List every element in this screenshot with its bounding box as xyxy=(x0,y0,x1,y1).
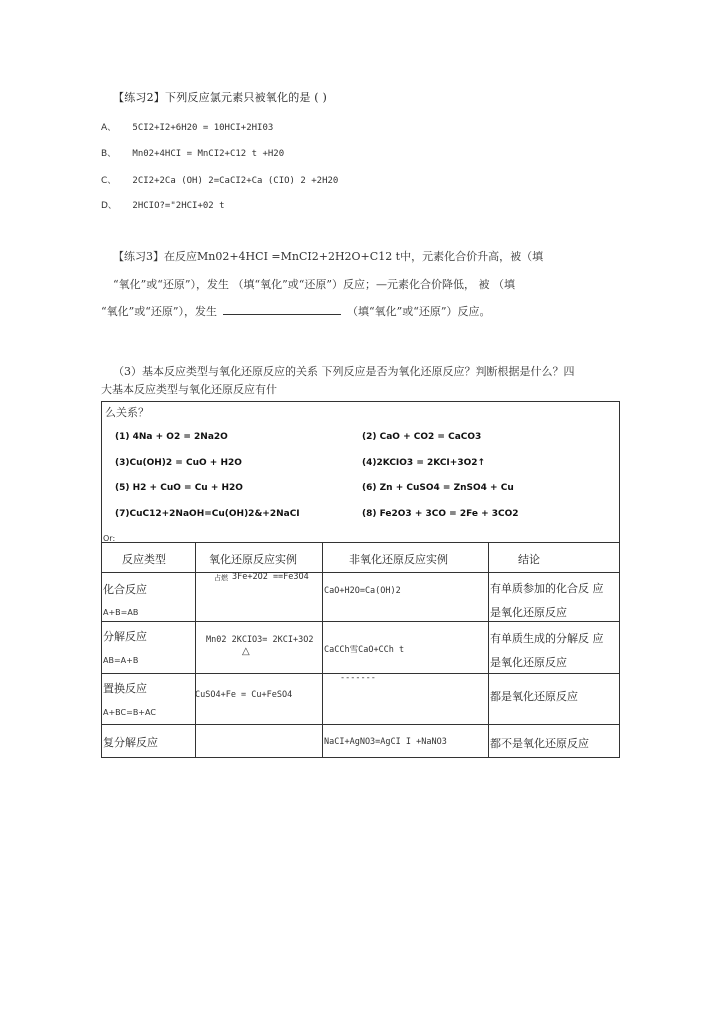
equation-7: (7)CuC12+2NaOH=Cu(OH)2&+2NaCI xyxy=(115,509,300,519)
row-nonredox-mark: ------- xyxy=(340,673,376,683)
table-divider xyxy=(102,542,619,543)
section3-line2: 大基本反应类型与氧化还原反应有什 xyxy=(101,383,277,396)
row-nonredox-example: NaCI+AgNO3=AgCI I +NaNO3 xyxy=(324,737,447,747)
header-type: 反应类型 xyxy=(122,553,166,566)
row-type: 复分解反应 xyxy=(103,736,158,749)
row-conclusion: 有单质生成的分解反 应 xyxy=(490,632,604,645)
exercise2-title: 【练习2】下列反应氯元素只被氧化的是 ( ) xyxy=(113,91,327,104)
exercise3-line3-start: “氧化”或“还原”），发生 xyxy=(101,305,217,318)
row-nonredox-example: CaCCh雪CaO+CCh t xyxy=(324,645,405,655)
row-condition: △ xyxy=(242,646,250,657)
exercise3-line2: “氧化”或“还原”），发生 （填“氧化”或“还原”）反应；—元素化合价降低， 被 （填 xyxy=(113,278,515,291)
equation-6: (6) Zn + CuSO4 = ZnSO4 + Cu xyxy=(362,483,514,493)
option-label: A、 xyxy=(101,123,117,133)
option-b xyxy=(101,146,284,159)
table-column-divider xyxy=(488,542,489,757)
equation-4: (4)2KCIO3 = 2KCI+3O2↑ xyxy=(362,458,486,468)
row-conclusion: 有单质参加的化合反 应 xyxy=(490,582,604,595)
row-conclusion-cont: 是氧化还原反应 xyxy=(490,606,567,619)
table-column-divider xyxy=(322,542,323,757)
table-head-text: 么关系？ xyxy=(105,406,149,419)
option-a xyxy=(101,120,273,133)
table-divider xyxy=(102,621,619,622)
header-redox: 氧化还原反应实例 xyxy=(209,553,297,566)
table-column-divider xyxy=(195,542,196,757)
reaction-table xyxy=(101,401,620,758)
equation-1: (1) 4Na + O2 = 2Na2O xyxy=(115,432,228,442)
row-redox-example: Mn02 2KCIO3= 2KCI+3O2 xyxy=(206,635,314,645)
table-divider xyxy=(102,724,619,725)
equation-8: (8) Fe2O3 + 3CO = 2Fe + 3CO2 xyxy=(362,509,519,519)
equation-3: (3)Cu(OH)2 = CuO + H2O xyxy=(115,458,242,468)
row-formula: A+B=AB xyxy=(103,608,139,617)
option-label: D、 xyxy=(101,201,117,211)
row-type: 化合反应 xyxy=(103,583,147,596)
row-conclusion: 都不是氧化还原反应 xyxy=(490,737,589,750)
answer-blank[interactable] xyxy=(223,305,341,315)
row-redox-example: CuSO4+Fe = Cu+FeSO4 xyxy=(195,690,293,700)
or-text: Or: xyxy=(103,534,116,543)
equation-2: (2) CaO + CO2 = CaCO3 xyxy=(362,432,482,442)
option-text: 5CI2+I2+6H20 = 10HCI+2HI03 xyxy=(132,123,274,133)
option-text: Mn02+4HCI = MnCI2+C12 t +H20 xyxy=(132,149,285,159)
header-conclusion: 结论 xyxy=(518,553,540,566)
option-text: 2HCIO?="2HCI+02 t xyxy=(132,201,225,211)
equation-5: (5) H2 + CuO = Cu + H2O xyxy=(115,483,243,493)
exercise3-line1: 【练习3】在反应Mn02+4HCI =MnCI2+2H2O+C12 t中，元素化合价升高，被（填 xyxy=(113,250,544,263)
row-conclusion: 都是氧化还原反应 xyxy=(490,690,578,703)
row-redox-example: 3Fe+2O2 ==Fe3O4 xyxy=(232,572,309,582)
row-formula: A+BC=B+AC xyxy=(103,708,156,717)
section3-line1: （3）基本反应类型与氧化还原反应的关系 下列反应是否为氧化还原反应？判断根据是什么？四 xyxy=(113,365,575,378)
table-divider xyxy=(102,572,619,573)
option-label: B、 xyxy=(101,149,117,159)
row-type: 分解反应 xyxy=(103,630,147,643)
option-d xyxy=(101,198,225,211)
exercise3-line3 xyxy=(101,303,491,319)
row-nonredox-example: CaO+H2O=Ca(OH)2 xyxy=(324,586,401,596)
option-text: 2CI2+2Ca (OH) 2=CaCI2+Ca (CIO) 2 +2H20 xyxy=(132,176,339,186)
row-conclusion-cont: 是氧化还原反应 xyxy=(490,656,567,669)
row-condition: 占燃 xyxy=(214,574,228,582)
header-nonredox: 非氧化还原反应实例 xyxy=(349,553,448,566)
option-label: C、 xyxy=(101,176,117,186)
option-c xyxy=(101,173,338,186)
row-formula: AB=A+B xyxy=(103,656,139,665)
exercise3-line3-end: （填“氧化”或“还原”）反应。 xyxy=(347,305,491,318)
row-type: 置换反应 xyxy=(103,682,147,695)
